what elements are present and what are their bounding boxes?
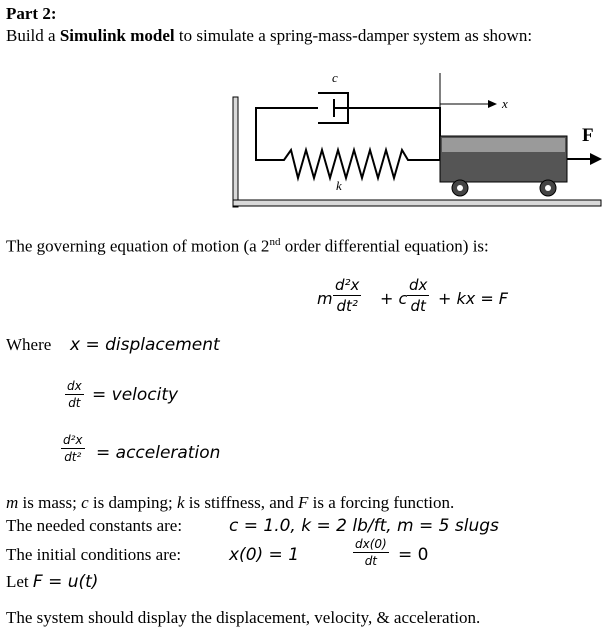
eq-frac-d2x-dt2 [333,276,361,315]
eq-d2x: d²x [335,276,360,294]
def-m: m [6,493,19,512]
def-is-damping: is damping; [88,493,177,512]
eq-frac-dx-dt [407,276,429,315]
intro-post: to simulate a spring-mass-damper system as shown: [174,26,533,45]
governing-sup: nd [269,236,281,248]
cart-highlight [442,138,565,152]
label-k: k [336,178,342,193]
where-d2x: d²x [63,433,83,447]
constants-label: The needed constants are: [6,516,183,535]
initial-dx0: dx(0) [355,537,387,551]
wall [233,97,238,207]
def-is-stiffness: is stiffness, and [184,493,298,512]
eq-m: m [317,289,333,308]
where-label: Where [6,335,52,354]
initial-label: The initial conditions are: [6,545,182,564]
part-heading: Part 2: [6,4,57,23]
eq-dx: dx [409,276,428,294]
where-displacement: x = displacement [70,335,220,355]
def-c: c [81,493,89,512]
floor [233,200,601,206]
let-expr: F = u(t) [32,572,99,592]
where-frac-acceleration [61,433,85,464]
def-F: F [298,493,309,512]
initial-eq0: = 0 [398,545,429,565]
damper [256,93,440,150]
where-dt: dt [68,396,81,410]
def-is-mass: is mass; [18,493,82,512]
governing-pre: The governing equation of motion (a 2 [6,236,270,256]
eq-dt: dt [410,297,426,315]
where-dt2: dt² [64,450,82,464]
let-line [6,572,98,592]
def-is-forcing: is a forcing function. [308,493,455,512]
label-F: F [582,125,594,146]
intro-pre: Build a [6,26,60,45]
governing-post: order differential equation) is: [280,236,489,256]
where-frac-velocity [65,379,84,410]
closing-text: The system should display the displacement, velocity, & acceleration. [6,608,481,627]
initial-x0: x(0) = 1 [229,545,300,565]
eq-rest: + kx = F [438,289,509,308]
governing-text [6,236,489,257]
definitions-line [6,493,454,513]
label-x: x [502,96,508,111]
def-k: k [176,493,185,512]
label-c: c [332,70,338,85]
spring-mass-damper-figure [0,0,606,220]
initial-dt: dt [364,554,378,568]
where-acceleration: = acceleration [96,443,221,463]
let-label: Let [6,572,33,591]
spring [256,148,440,178]
initial-frac-dx0 [353,537,389,568]
eq-dt2: dt² [336,297,358,315]
constants-values: c = 1.0, k = 2 lb/ft, m = 5 slugs [229,516,499,536]
where-velocity: = velocity [92,385,179,405]
where-dx: dx [67,379,82,393]
eq-plus-c: + c [380,289,408,308]
intro-bold: Simulink model [59,26,175,45]
